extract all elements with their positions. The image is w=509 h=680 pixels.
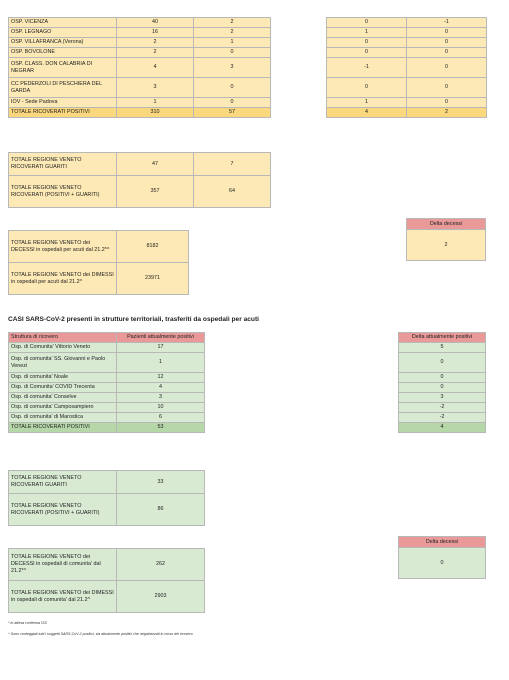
delta-cell: -2 bbox=[399, 413, 486, 423]
delta-cell-2: 0 bbox=[407, 48, 487, 58]
guariti-cell: 3 bbox=[194, 58, 271, 78]
community-decessi-row bbox=[9, 549, 205, 581]
guariti-cell: 0 bbox=[194, 78, 271, 98]
positivi-guariti-value-1: 357 bbox=[117, 176, 194, 208]
table-row bbox=[9, 58, 271, 78]
delta-decessi-value: 2 bbox=[407, 230, 486, 261]
table-row bbox=[9, 78, 271, 98]
community-heading: CASI SARS-CoV-2 presenti in strutture territoriali, trasferiti da ospedali per acuti bbox=[8, 316, 259, 323]
delta-cell: 5 bbox=[399, 343, 486, 353]
delta-row bbox=[399, 383, 486, 393]
total-row bbox=[9, 423, 205, 433]
community-positivi-guariti-row bbox=[9, 494, 205, 526]
table-row bbox=[9, 48, 271, 58]
positivi-guariti-row bbox=[9, 176, 271, 208]
hospital-name: IOV - Sede Padova bbox=[9, 98, 117, 108]
table-row bbox=[9, 343, 205, 353]
guariti-cell: 2 bbox=[194, 18, 271, 28]
pazienti-cell: 4 bbox=[117, 383, 205, 393]
col-struttura: Struttura di ricovero bbox=[9, 333, 117, 343]
delta-row bbox=[399, 393, 486, 403]
struttura-name: Osp. di Comunita' Vittorio Veneto bbox=[9, 343, 117, 353]
pazienti-cell: 17 bbox=[117, 343, 205, 353]
table-row bbox=[9, 98, 271, 108]
footnote-1: * In attesa conferma ISS bbox=[8, 621, 47, 625]
community-delta-header-row bbox=[399, 333, 486, 343]
community-guariti-row bbox=[9, 471, 205, 494]
struttura-name: Osp. di Comunita' COVID Trecenta bbox=[9, 383, 117, 393]
community-delta-decessi bbox=[398, 536, 486, 579]
hospital-delta-decessi bbox=[406, 218, 486, 261]
dimessi-value: 23971 bbox=[117, 263, 189, 295]
total-label: TOTALE RICOVERATI POSITIVI bbox=[9, 423, 117, 433]
table-row bbox=[9, 353, 205, 373]
community-guariti-label: TOTALE REGIONE VENETO RICOVERATI GUARITI bbox=[9, 471, 117, 494]
positivi-cell: 2 bbox=[117, 38, 194, 48]
struttura-name: Osp. di comunita' Noale bbox=[9, 373, 117, 383]
delta-cell: 0 bbox=[399, 383, 486, 393]
total-delta-row bbox=[399, 423, 486, 433]
decessi-label: TOTALE REGIONE VENETO dei DECESSI in ospedali per acuti dal 21.2*^ bbox=[9, 231, 117, 263]
community-positivi-guariti-value: 86 bbox=[117, 494, 205, 526]
delta-row bbox=[327, 38, 487, 48]
community-guariti-value: 33 bbox=[117, 471, 205, 494]
delta-cell-2: 0 bbox=[407, 28, 487, 38]
delta-cell-1: -1 bbox=[327, 58, 407, 78]
positivi-guariti-value-2: 64 bbox=[194, 176, 271, 208]
table-row bbox=[9, 413, 205, 423]
col-pazienti: Pazienti attualmente positivi bbox=[117, 333, 205, 343]
decessi-value: 8182 bbox=[117, 231, 189, 263]
delta-row bbox=[327, 28, 487, 38]
positivi-cell: 1 bbox=[117, 98, 194, 108]
guariti-cell: 2 bbox=[194, 28, 271, 38]
guariti-cell: 1 bbox=[194, 38, 271, 48]
hospital-name: OSP. VILLAFRANCA (Verona) bbox=[9, 38, 117, 48]
struttura-name: Osp. di comunita' Camposampiero bbox=[9, 403, 117, 413]
hospital-table bbox=[8, 17, 271, 118]
delta-row bbox=[327, 48, 487, 58]
footnote-2: ^ Sono conteggiati tutti i soggetti SARS-CoV-2 positivi, sia attualmente positivi che negativizzati in corso del ricovero bbox=[8, 632, 193, 636]
delta-cell-2: 0 bbox=[407, 58, 487, 78]
hospital-name: OSP. VICENZA bbox=[9, 18, 117, 28]
total-delta-2: 2 bbox=[407, 108, 487, 118]
delta-row bbox=[327, 98, 487, 108]
pazienti-cell: 3 bbox=[117, 393, 205, 403]
delta-cell: 0 bbox=[399, 353, 486, 373]
total-delta-1: 4 bbox=[327, 108, 407, 118]
total-positivi: 310 bbox=[117, 108, 194, 118]
delta-cell: -2 bbox=[399, 403, 486, 413]
dimessi-label: TOTALE REGIONE VENETO dei DIMESSI in ospedali per acuti dal 21.2^ bbox=[9, 263, 117, 295]
community-header-row bbox=[9, 333, 205, 343]
table-row bbox=[9, 18, 271, 28]
community-decessi-value: 262 bbox=[117, 549, 205, 581]
table-row bbox=[9, 383, 205, 393]
delta-row bbox=[327, 78, 487, 98]
delta-decessi-header: Delta decessi bbox=[407, 219, 486, 230]
total-value: 53 bbox=[117, 423, 205, 433]
delta-cell: 0 bbox=[399, 373, 486, 383]
community-dimessi-label: TOTALE REGIONE VENETO dei DIMESSI in ospedali di comunita' dal 21.2^ bbox=[9, 581, 117, 613]
positivi-guariti-label: TOTALE REGIONE VENETO RICOVERATI (POSITIVI + GUARITI) bbox=[9, 176, 117, 208]
delta-cell-2: 0 bbox=[407, 38, 487, 48]
delta-cell-2: 0 bbox=[407, 78, 487, 98]
community-dimessi-value: 2903 bbox=[117, 581, 205, 613]
community-delta-decessi-value: 0 bbox=[399, 548, 486, 579]
delta-cell-1: 0 bbox=[327, 38, 407, 48]
pazienti-cell: 10 bbox=[117, 403, 205, 413]
community-decessi-dimessi bbox=[8, 548, 205, 613]
delta-cell-2: 0 bbox=[407, 98, 487, 108]
table-row bbox=[9, 28, 271, 38]
dimessi-row bbox=[9, 263, 189, 295]
positivi-cell: 3 bbox=[117, 78, 194, 98]
decessi-row bbox=[9, 231, 189, 263]
guariti-value-2: 7 bbox=[194, 153, 271, 176]
delta-cell-1: 1 bbox=[327, 28, 407, 38]
delta-row bbox=[399, 343, 486, 353]
community-positivi-guariti-label: TOTALE REGIONE VENETO RICOVERATI (POSITIVI + GUARITI) bbox=[9, 494, 117, 526]
hospital-name: OSP. CLASS. DON CALABRIA DI NEGRAR bbox=[9, 58, 117, 78]
struttura-name: Osp. di comunita' Conselve bbox=[9, 393, 117, 403]
struttura-name: Osp. di comunita' SS. Giovanni e Paolo Venezi bbox=[9, 353, 117, 373]
hospital-name: CC PEDERZOLI DI PESCHIERA DEL GARDA bbox=[9, 78, 117, 98]
guariti-cell: 0 bbox=[194, 48, 271, 58]
total-delta-row bbox=[327, 108, 487, 118]
delta-cell-1: 0 bbox=[327, 18, 407, 28]
community-delta-table bbox=[398, 332, 486, 433]
community-decessi-label: TOTALE REGIONE VENETO dei DECESSI in ospedali di comunita' dal 21.2*^ bbox=[9, 549, 117, 581]
table-row bbox=[9, 403, 205, 413]
delta-cell-1: 0 bbox=[327, 78, 407, 98]
delta-row bbox=[327, 18, 487, 28]
positivi-cell: 40 bbox=[117, 18, 194, 28]
delta-row bbox=[399, 353, 486, 373]
total-guariti: 57 bbox=[194, 108, 271, 118]
hospital-summary-table bbox=[8, 152, 271, 208]
delta-row bbox=[327, 58, 487, 78]
total-label: TOTALE RICOVERATI POSITIVI bbox=[9, 108, 117, 118]
delta-cell: 3 bbox=[399, 393, 486, 403]
community-table bbox=[8, 332, 205, 433]
pazienti-cell: 6 bbox=[117, 413, 205, 423]
hospital-delta-table bbox=[326, 17, 487, 118]
positivi-cell: 4 bbox=[117, 58, 194, 78]
table-row bbox=[9, 373, 205, 383]
guariti-cell: 0 bbox=[194, 98, 271, 108]
positivi-cell: 16 bbox=[117, 28, 194, 38]
delta-row bbox=[399, 373, 486, 383]
community-summary-table bbox=[8, 470, 205, 526]
delta-row bbox=[399, 403, 486, 413]
delta-cell-1: 0 bbox=[327, 48, 407, 58]
delta-row bbox=[399, 413, 486, 423]
delta-cell-2: -1 bbox=[407, 18, 487, 28]
guariti-row bbox=[9, 153, 271, 176]
pazienti-cell: 12 bbox=[117, 373, 205, 383]
pazienti-cell: 1 bbox=[117, 353, 205, 373]
community-dimessi-row bbox=[9, 581, 205, 613]
guariti-label: TOTALE REGIONE VENETO RICOVERATI GUARITI bbox=[9, 153, 117, 176]
delta-cell-1: 1 bbox=[327, 98, 407, 108]
guariti-value-1: 47 bbox=[117, 153, 194, 176]
hospital-name: OSP. LEGNAGO bbox=[9, 28, 117, 38]
col-delta: Delta attualmente positivi bbox=[399, 333, 486, 343]
total-delta: 4 bbox=[399, 423, 486, 433]
struttura-name: Osp. di comunita' di Marostica bbox=[9, 413, 117, 423]
positivi-cell: 2 bbox=[117, 48, 194, 58]
table-row bbox=[9, 393, 205, 403]
hospital-name: OSP. BOVOLONE bbox=[9, 48, 117, 58]
community-delta-decessi-header: Delta decessi bbox=[399, 537, 486, 548]
table-row bbox=[9, 38, 271, 48]
total-row bbox=[9, 108, 271, 118]
hospital-decessi-dimessi bbox=[8, 230, 189, 295]
